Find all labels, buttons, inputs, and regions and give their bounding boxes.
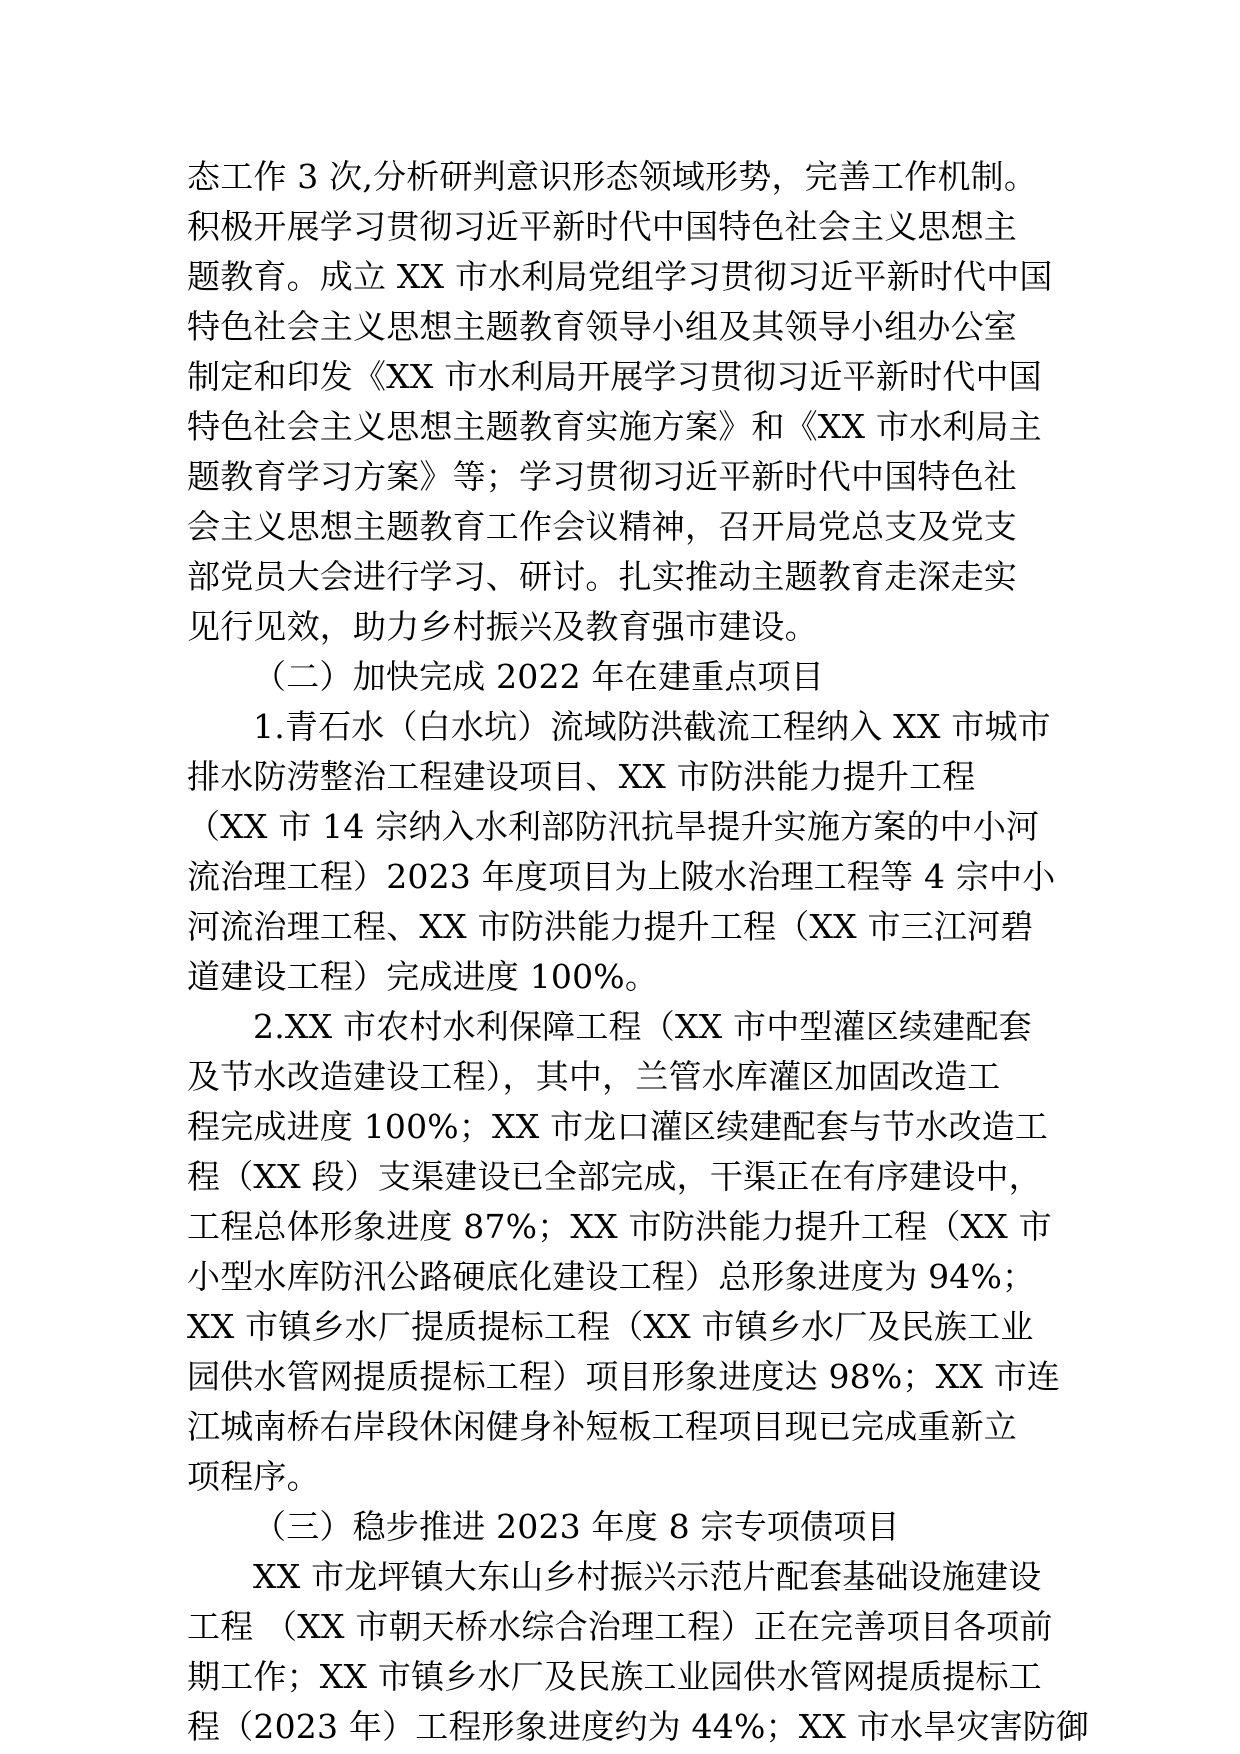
paragraph-line: 工程 （XX 市朝天桥水综合治理工程）正在完善项目各项前 xyxy=(187,1607,1053,1646)
paragraph-line: XX 市镇乡水厂提质提标工程（XX 市镇乡水厂及民族工业 xyxy=(187,1307,1034,1346)
paragraph-line: 题教育。成立 XX 市水利局党组学习贯彻习近平新时代中国 xyxy=(187,257,1053,296)
paragraph-line: 排水防涝整治工程建设项目、XX 市防洪能力提升工程 xyxy=(187,757,976,796)
paragraph-line: 2.XX 市农村水利保障工程（XX 市中型灌区续建配套 xyxy=(253,1007,1032,1046)
paragraph-line: 江城南桥右岸段休闲健身补短板工程项目现已完成重新立 xyxy=(187,1407,1017,1446)
paragraph-line: 项程序。 xyxy=(187,1457,320,1496)
paragraph-line: 态工作 3 次,分析研判意识形态领域形势，完善工作机制。 xyxy=(187,157,1038,196)
paragraph-line: 程（2023 年）工程形象进度约为 44%；XX 市水旱灾害防御 xyxy=(187,1707,1090,1746)
paragraph-line: 工程总体形象进度 87%；XX 市防洪能力提升工程（XX 市 xyxy=(187,1207,1052,1246)
section-heading-3: （三）稳步推进 2023 年度 8 宗专项债项目 xyxy=(253,1507,900,1546)
paragraph-line: 程完成进度 100%；XX 市龙口灌区续建配套与节水改造工 xyxy=(187,1107,1049,1146)
section-heading-2: （二）加快完成 2022 年在建重点项目 xyxy=(253,657,824,696)
paragraph-line: 流治理工程）2023 年度项目为上陂水治理工程等 4 宗中小 xyxy=(187,857,1056,896)
paragraph-line: XX 市龙坪镇大东山乡村振兴示范片配套基础设施建设 xyxy=(253,1557,1042,1596)
paragraph-line: 1.青石水（白水坑）流域防洪截流工程纳入 XX 市城市 xyxy=(253,707,1051,746)
paragraph-line: （XX 市 14 宗纳入水利部防汛抗旱提升实施方案的中小河 xyxy=(187,807,1040,846)
paragraph-line: 小型水库防汛公路硬底化建设工程）总形象进度为 94%； xyxy=(187,1257,1036,1296)
document-body xyxy=(187,152,1090,1752)
paragraph-line: 积极开展学习贯彻习近平新时代中国特色社会主义思想主 xyxy=(187,207,1017,246)
paragraph-line: 园供水管网提质提标工程）项目形象进度达 98%；XX 市连 xyxy=(187,1357,1061,1396)
paragraph-line: 河流治理工程、XX 市防洪能力提升工程（XX 市三江河碧 xyxy=(187,907,1034,946)
paragraph-line: 期工作；XX 市镇乡水厂及民族工业园供水管网提质提标工 xyxy=(187,1657,1042,1696)
paragraph-line: 题教育学习方案》等；学习贯彻习近平新时代中国特色社 xyxy=(187,457,1017,496)
paragraph-line: 及节水改造建设工程），其中，兰管水库灌区加固改造工 xyxy=(187,1057,1001,1096)
paragraph-line: 特色社会主义思想主题教育实施方案》和《XX 市水利局主 xyxy=(187,407,1042,446)
paragraph-line: 见行见效，助力乡村振兴及教育强市建设。 xyxy=(187,607,818,646)
paragraph-line: 特色社会主义思想主题教育领导小组及其领导小组办公室 xyxy=(187,307,1017,346)
paragraph-line: 程（XX 段）支渠建设已全部完成，干渠正在有序建设中， xyxy=(187,1157,1042,1196)
paragraph-line: 制定和印发《XX 市水利局开展学习贯彻习近平新时代中国 xyxy=(187,357,1042,396)
paragraph-line: 道建设工程）完成进度 100%。 xyxy=(187,957,659,996)
paragraph-line: 会主义思想主题教育工作会议精神，召开局党总支及党支 xyxy=(187,507,1017,546)
paragraph-line: 部党员大会进行学习、研讨。扎实推动主题教育走深走实 xyxy=(187,557,1017,596)
